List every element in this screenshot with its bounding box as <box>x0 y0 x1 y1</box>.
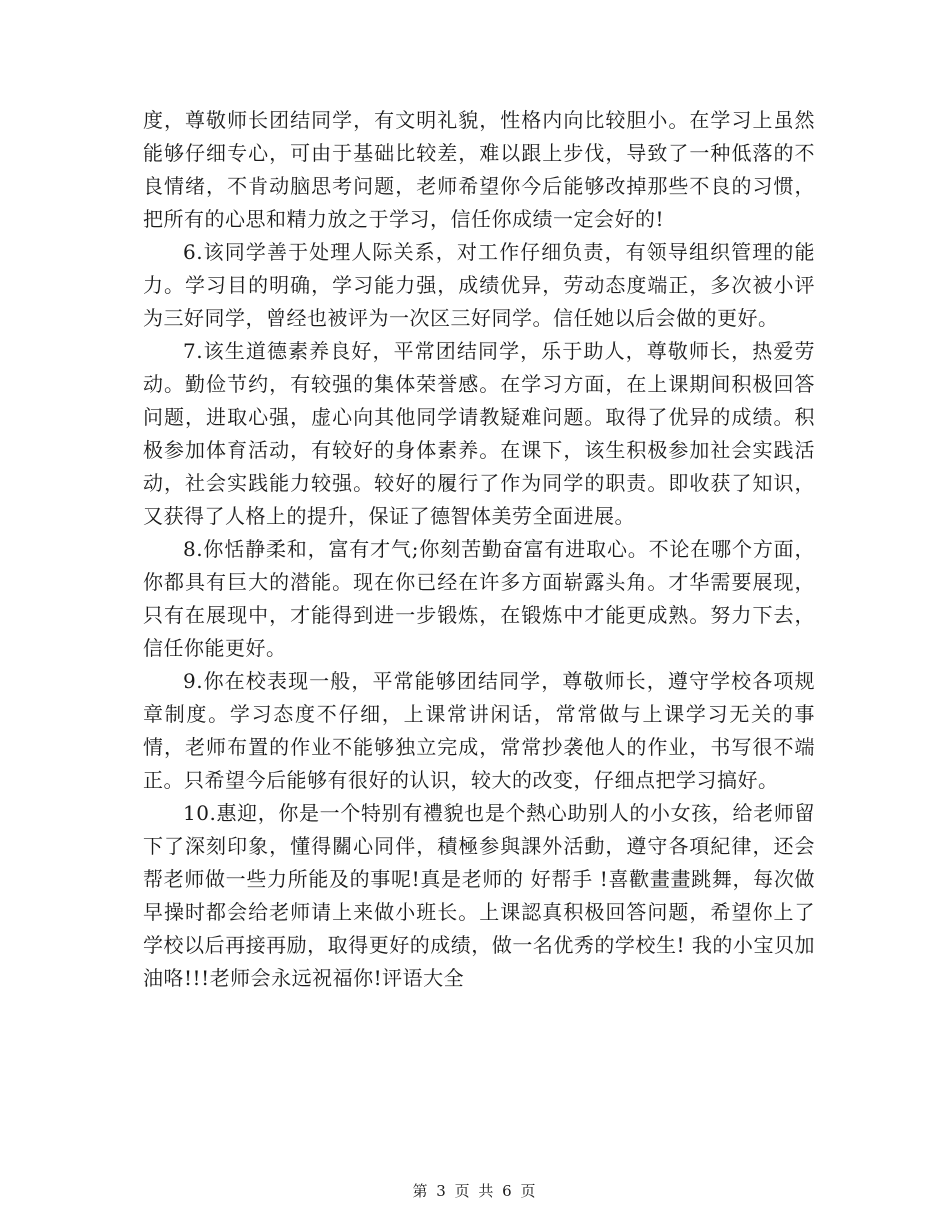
paragraph-item-8: 8.你恬静柔和，富有才气;你刻苦勤奋富有进取心。不论在哪个方面，你都具有巨大的潜能。现在你已经在许多方面崭露头角。才华需要展现，只有在展现中，才能得到进一步锻炼，在锻炼中才能更成熟。努力下去，信任你能更好。 <box>143 537 815 660</box>
paragraph-item-9: 9.你在校表现一般，平常能够团结同学，尊敬师长，遵守学校各项规章制度。学习态度不仔细，上课常讲闲话，常常做与上课学习无关的事情，老师布置的作业不能够独立完成，常常抄袭他人的作业，书写很不端正。只希望今后能够有很好的认识，较大的改变，仔细点把学习搞好。 <box>143 669 815 792</box>
page-number-footer: 第 3 页 共 6 页 <box>412 1182 538 1200</box>
paragraph-item-7: 7.该生道德素养良好，平常团结同学，乐于助人，尊敬师长，热爱劳动。勤俭节约，有较强的集体荣誉感。在学习方面，在上课期间积极回答问题，进取心强，虚心向其他同学请教疑难问题。取得了优异的成绩。积极参加体育活动，有较好的身体素养。在课下，该生积极参加社会实践活动，社会实践能力较强。较好的履行了作为同学的职责。即收获了知识，又获得了人格上的提升，保证了德智体美劳全面进展。 <box>143 339 815 528</box>
paragraph-item-6: 6.该同学善于处理人际关系，对工作仔细负责，有领导组织管理的能力。学习目的明确，学习能力强，成绩优异，劳动态度端正，多次被小评为三好同学，曾经也被评为一次区三好同学。信任她以后会做的更好。 <box>143 240 815 330</box>
paragraph-item-10: 10.惠迎，你是一个特别有禮貌也是个熱心助别人的小女孩，给老师留下了深刻印象，懂得關心同伴，積極参與課外活動，遵守各項紀律，还会帮老师做一些力所能及的事呢!真是老师的 好帮手 !喜歡畫畫跳舞，每次做早操时都会给老师请上来做小班长。上课認真积极回答问题，希望你上了学校以后再接再励，取得更好的成绩，做一名优秀的学校生! 我的小宝贝加油咯!!!老师会永远祝福你!评语大全 <box>143 801 815 990</box>
document-body <box>143 104 815 995</box>
paragraph-continuation: 度，尊敬师长团结同学，有文明礼貌，性格内向比较胆小。在学习上虽然能够仔细专心，可由于基础比较差，难以跟上步伐，导致了一种低落的不良情绪，不肯动脑思考问题，老师希望你今后能够改掉那些不良的习惯，把所有的心思和精力放之于学习，信任你成绩一定会好的! <box>143 108 815 231</box>
